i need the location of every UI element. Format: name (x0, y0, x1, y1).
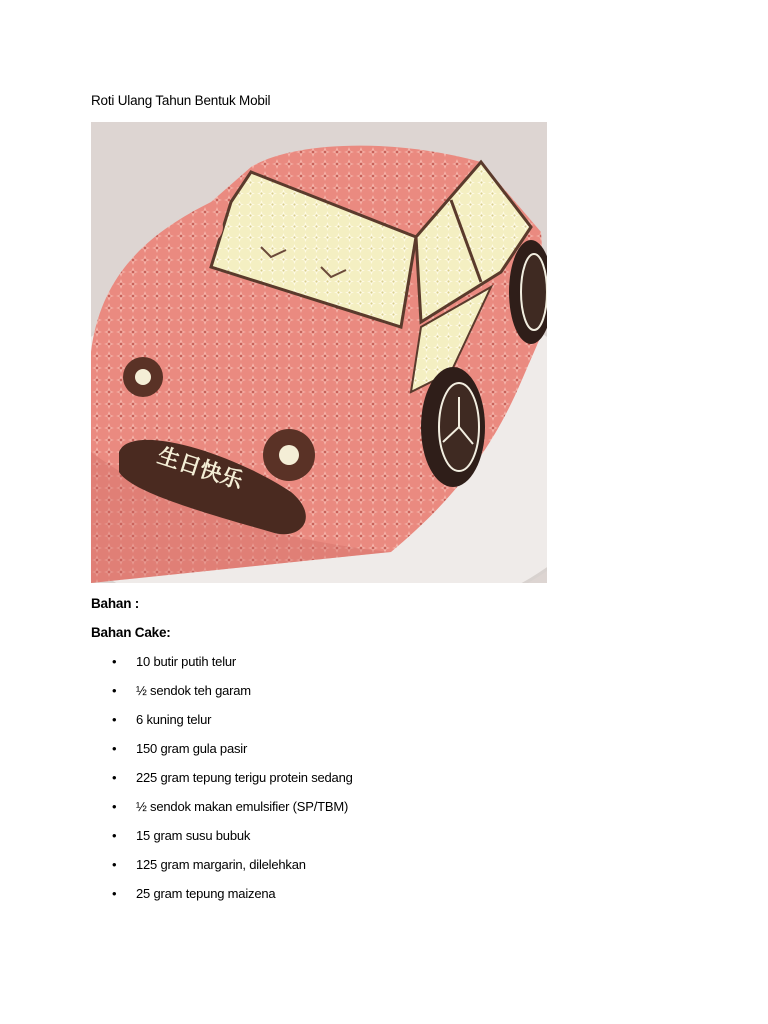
bullet-icon: • (112, 712, 117, 727)
side-mirror (183, 209, 223, 245)
ingredient-text: ½ sendok teh garam (136, 683, 251, 698)
bullet-icon: • (112, 770, 117, 785)
ingredient-text: 225 gram tepung terigu protein sedang (136, 770, 353, 785)
ingredient-text: 6 kuning telur (136, 712, 212, 727)
ingredient-list (91, 654, 353, 915)
list-item (91, 886, 353, 915)
ingredient-text: 150 gram gula pasir (136, 741, 248, 756)
bullet-icon: • (112, 828, 117, 843)
page-title: Roti Ulang Tahun Bentuk Mobil (91, 93, 271, 108)
ingredient-text: 15 gram susu bubuk (136, 828, 251, 843)
ingredient-text: 25 gram tepung maizena (136, 886, 276, 901)
bullet-icon: • (112, 741, 117, 756)
bullet-icon: • (112, 683, 117, 698)
bullet-icon: • (112, 799, 117, 814)
ingredient-text: 10 butir putih telur (136, 654, 237, 669)
bullet-icon: • (112, 654, 117, 669)
bullet-icon: • (112, 886, 117, 901)
ingredient-text: ½ sendok makan emulsifier (SP/TBM) (136, 799, 349, 814)
list-item (91, 683, 353, 712)
ingredient-text: 125 gram margarin, dilelehkan (136, 857, 306, 872)
list-item (91, 799, 353, 828)
subsection-heading: Bahan Cake: (91, 625, 171, 640)
car-cake-photo (91, 122, 547, 583)
list-item (91, 770, 353, 799)
list-item (91, 741, 353, 770)
section-heading: Bahan : (91, 596, 140, 611)
list-item (91, 828, 353, 857)
bullet-icon: • (112, 857, 117, 872)
list-item (91, 654, 353, 683)
list-item (91, 712, 353, 741)
plaque-text: 生日快乐 (154, 443, 246, 495)
list-item (91, 857, 353, 886)
